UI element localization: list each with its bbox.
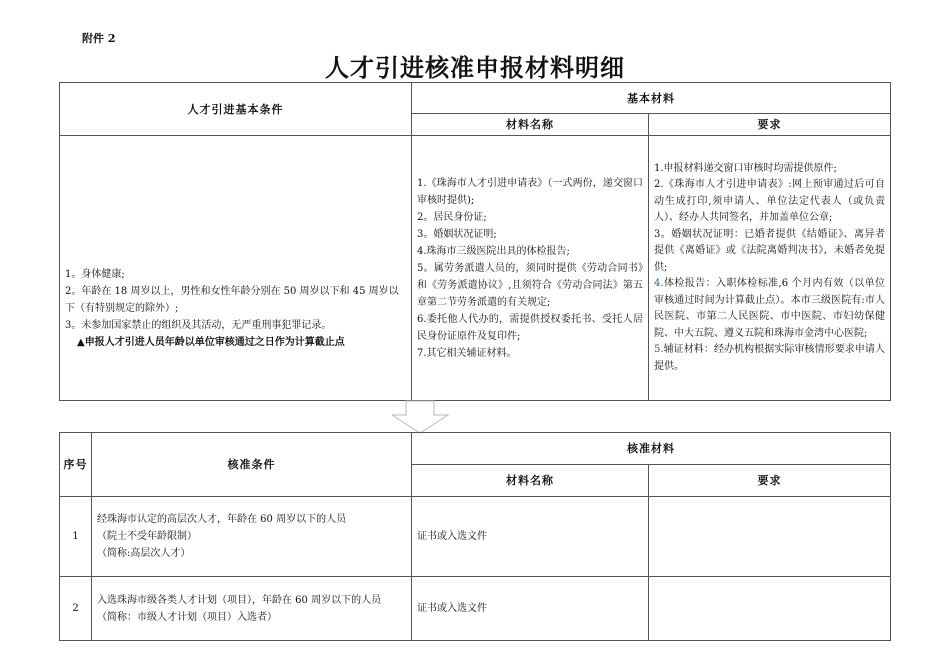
row-requirement	[649, 497, 891, 577]
basic-materials-cell	[412, 136, 649, 401]
requirement-item: 1.申报材料递交窗口审核时均需提供原件;	[654, 162, 837, 174]
material-item: 2。居民身份证;	[417, 211, 487, 223]
material-item: 3。婚姻状况证明;	[417, 228, 497, 240]
basic-name-header: 材料名称	[412, 114, 649, 136]
basic-conditions-cell	[60, 136, 412, 401]
approval-req-header: 要求	[649, 465, 891, 497]
condition-item: 3。未参加国家禁止的组织及其活动，无严重刑事犯罪记录。	[65, 319, 332, 331]
material-item: 4.珠海市三级医院出具的体检报告;	[417, 245, 570, 257]
material-item: 1.《珠海市人才引进申请表》（一式两份，递交窗口审核时提供);	[417, 177, 643, 206]
material-item: 7.其它相关辅证材料。	[417, 347, 517, 359]
condition-item: 2。年龄在 18 周岁以上，男性和女性年龄分别在 50 周岁以下和 45 周岁以下（有特别规定的除外）;	[65, 285, 399, 314]
material-item: 5。属劳务派遣人员的，须同时提供《劳动合同书》和《劳务派遣协议》,且须符合《劳动合同法》第五章第二节劳务派遣的有关规定;	[417, 262, 643, 308]
requirement-item: 4.体检报告：入职体检标准,6 个月内有效（以单位审核通过时间为计算截止点）。本市三级医院有:市人民医院、市第二人民医院、市中医院、市妇幼保健院、中大五院、遵义五院和珠海市金湾中心医院;	[654, 278, 885, 339]
seq-header: 序号	[60, 433, 92, 497]
row-material: 证书或入选文件	[412, 577, 649, 641]
condition-item: 1。身体健康;	[65, 268, 125, 280]
attachment-label: 附件 2	[82, 32, 116, 45]
approval-table	[59, 432, 891, 641]
row-seq: 1	[60, 497, 92, 577]
table-row	[60, 577, 891, 641]
requirement-item: 2.《珠海市人才引进申请表》:网上预审通过后可自动生成打印,须申请人、单位法定代表人（或负责人）、经办人共同签名，并加盖单位公章;	[654, 179, 885, 224]
row-seq: 2	[60, 577, 92, 641]
page-title: 人才引进核准申报材料明细	[325, 53, 625, 82]
basic-req-header: 要求	[649, 114, 891, 136]
row-condition: 入选珠海市级各类人才计划（项目），年龄在 60 周岁以下的人员 （简称：市级人才计划（项目）入选者）	[92, 577, 412, 641]
requirement-item: 3。婚姻状况证明：已婚者提供《结婚证》、离异者提供《离婚证》或《法院离婚判决书》，未婚者免提供;	[654, 228, 885, 273]
basic-material-header: 基本材料	[412, 83, 891, 114]
approval-name-header: 材料名称	[412, 465, 649, 497]
down-arrow-icon	[392, 400, 452, 434]
basic-requirements-cell	[649, 136, 891, 401]
basic-conditions-table	[59, 82, 891, 401]
row-material: 证书或入选文件	[412, 497, 649, 577]
approval-condition-header: 核准条件	[92, 433, 412, 497]
approval-material-header: 核准材料	[412, 433, 891, 465]
row-condition: 经珠海市认定的高层次人才，年龄在 60 周岁以下的人员 （院士不受年龄限制） （简称:高层次人才）	[92, 497, 412, 577]
condition-note: ▲申报人才引进人员年龄以单位审核通过之日作为计算截止点	[77, 336, 345, 348]
table-row	[60, 497, 891, 577]
basic-condition-header: 人才引进基本条件	[60, 83, 412, 136]
requirement-item: 5.辅证材料：经办机构根据实际审核情形要求申请人提供。	[654, 344, 885, 372]
material-item: 6.委托他人代办的，需提供授权委托书、受托人居民身份证原件及复印件;	[417, 313, 643, 342]
row-requirement	[649, 577, 891, 641]
